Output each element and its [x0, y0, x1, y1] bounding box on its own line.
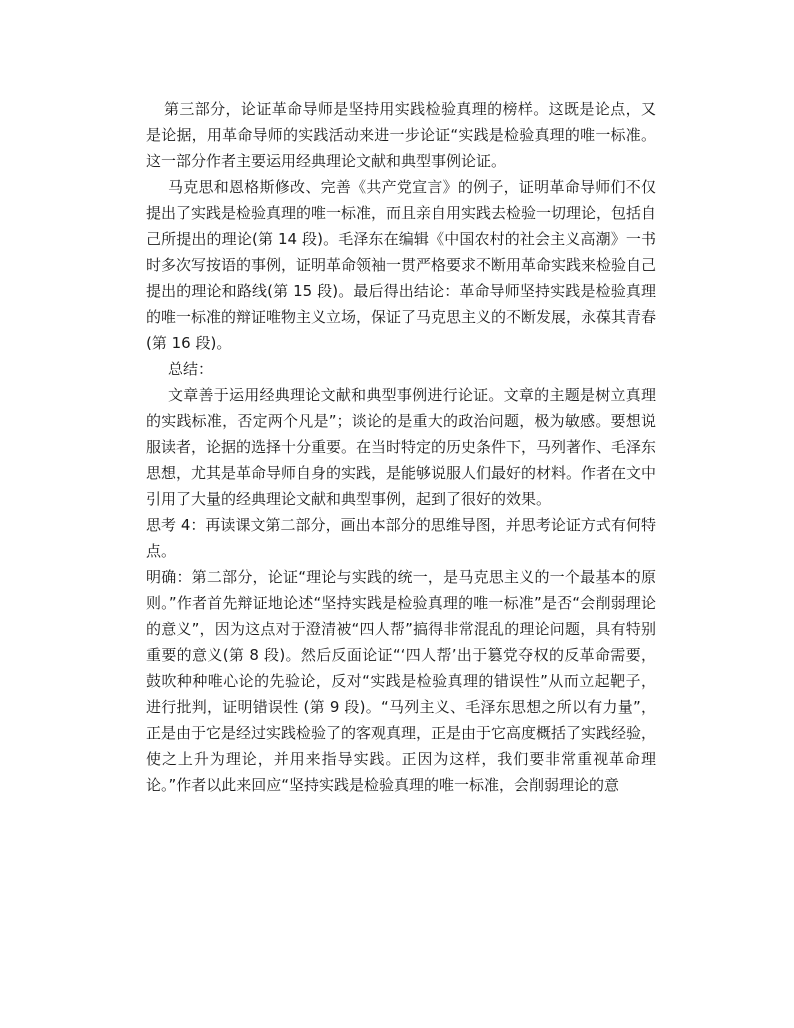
heading-summary: 总结：	[168, 360, 214, 378]
paragraph-marx-engels-example: 马克思和恩格斯修改、完善《共产党宣言》的例子，证明革命导师们不仅提出了实践是检验真理的唯一标准，而且亲自用实践去检验一切理论，包括自己所提出的理论(第 14 段)。毛泽东在编辑《中国农村的社会主义高潮》一书时多次写按语的事例，证明革命领袖一贯严格要求不断用革命实践来检验自己提出的理论和路线(第 15 段)。最后得出结论：革命导师坚持实践是检验真理的唯一标准的辩证唯物主义立场，保证了马克思主义的不断发展，永葆其青春(第 16 段)。	[146, 178, 657, 352]
paragraph-part-three: 第三部分，论证革命导师是坚持用实践检验真理的榜样。这既是论点，又是论据，用革命导师的实践活动来进一步论证“实践是检验真理的唯一标准。这一部分作者主要运用经典理论文献和典型事例论证。	[146, 100, 656, 170]
question-four: 思考 4：再读课文第二部分，画出本部分的思维导图，并思考论证方式有何特点。	[146, 516, 656, 560]
document-body	[146, 96, 656, 798]
paragraph-summary: 文章善于运用经典理论文献和典型事例进行论证。文章的主题是树立真理的实践标准，否定两个凡是”；谈论的是重大的政治问题，极为敏感。要想说服读者，论据的选择十分重要。在当时特定的历史条件下，马列著作、毛泽东思想，尤其是革命导师自身的实践，是能够说服人们最好的材料。作者在文中引用了大量的经典理论文献和典型事例，起到了很好的效果。	[146, 386, 657, 508]
answer-part-two: 明确：第二部分，论证“理论与实践的统一，是马克思主义的一个最基本的原则。”作者首先辩证地论述“坚持实践是检验真理的唯一标准”是否“会削弱理论的意义”，因为这点对于澄清被“四人帮”搞得非常混乱的理论问题，具有特别重要的意义(第 8 段)。然后反面论证“‘四人帮’出于篡党夺权的反革命需要，鼓吹种种唯心论的先验论，反对“实践是检验真理的错误性”从而立起靶子，进行批判，证明错误性 (第 9 段)。“马列主义、毛泽东思想之所以有力量”，正是由于它是经过实践检验了的客观真理，正是由于它高度概括了实践经验，使之上升为理论，并用来指导实践。正因为这样，我们要非常重视革命理论。”作者以此来回应“坚持实践是检验真理的唯一标准，会削弱理论的意	[146, 568, 657, 794]
